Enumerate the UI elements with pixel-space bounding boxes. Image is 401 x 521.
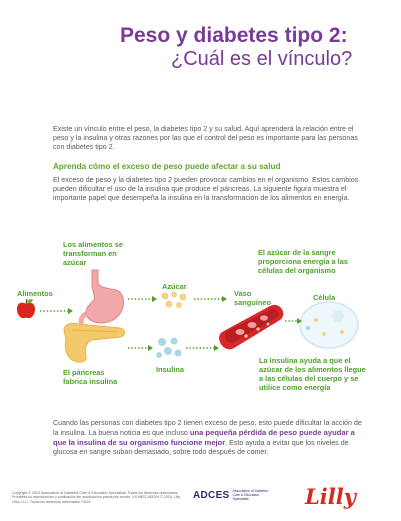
cell-icon [298,300,360,350]
arrow-sugar-to-vessel [194,296,228,302]
label-alimentos: Alimentos [17,289,53,298]
section-paragraph: El exceso de peso y la diabetes tipo 2 pueden provocar cambios en el organismo. Estos cambios pueden dificultar el uso de la insulina que produce el páncreas. La siguiente figura muestra el importante papel que desempeña la insulina en la transformación de los alimentos en energía. [53,176,359,202]
arrow-stomach-to-sugar [128,296,158,302]
arrow-food-to-stomach [40,308,74,314]
page-title: Peso y diabetes tipo 2: [120,24,348,47]
closing-emphasis: una pequeña pérdida de peso puede ayudar a que la insulina de su organismo funcione mejor [53,428,355,447]
closing-text-2: . Esto ayuda a evitar que los niveles de glucosa en sangre suban demasiado, sobre todo después de comer. [53,439,349,456]
label-insulina: Insulina [156,365,184,374]
stomach-icon [78,268,128,326]
label-vaso: Vaso sanguíneo [234,289,271,307]
page-subtitle: ¿Cuál es el vínculo? [171,48,353,70]
closing-paragraph [53,419,363,457]
label-azucar: Azúcar [162,282,187,291]
label-energia: El azúcar de la sangre proporciona energía a las células del organismo [258,248,348,275]
label-food-transform: Los alimentos se transforman en azúcar [63,240,123,267]
label-pancreas: El páncreas fabrica insulina [63,368,118,386]
insulin-icon [154,336,184,362]
arrow-vessel-to-cell [285,318,303,324]
adces-logo [193,489,271,501]
section-heading: Aprenda cómo el exceso de peso puede afectar a su salud [53,162,281,171]
label-celula: Célula [313,293,336,302]
arrow-insulin-to-vessel [186,345,220,351]
pancreas-icon [62,320,128,364]
closing-text-1: Cuando las personas con diabetes tipo 2 tienen exceso de peso, esto puede dificultar la acción de la insulina. La buena noticia es que incluso [53,419,362,437]
blood-vessel-icon [218,302,288,352]
adces-logo-name: ADCES [193,489,230,501]
sugar-icon [160,291,190,309]
lilly-logo: Lilly [305,484,356,509]
adces-logo-subtitle: Association of Diabetes Care & Education Specialists [232,489,268,501]
label-insulin-helps: La insulina ayuda a que el azúcar de los alimentos llegue a las células del cuerpo y se utilice como energía [259,356,366,392]
apple-icon [16,298,36,320]
copyright-footer: Copyright © 2024 Association of Diabetes Care & Education Specialists. Todos los derechos reservados. Prohibida su reproducción o publicación sin autorización previa por escrito. VV-MED-185209 © 2024, Lilly USA, LLC. Todos los derechos reservados. 03/24 [12,491,181,504]
intro-paragraph: Existe un vínculo entre el peso, la diabetes tipo 2 y su salud. Aquí aprenderá la relación entre el peso y la insulina y otras razones por las que el control del peso es importante para las personas con diabetes tipo 2. [53,125,358,151]
arrow-pancreas-to-insulin [128,345,154,351]
